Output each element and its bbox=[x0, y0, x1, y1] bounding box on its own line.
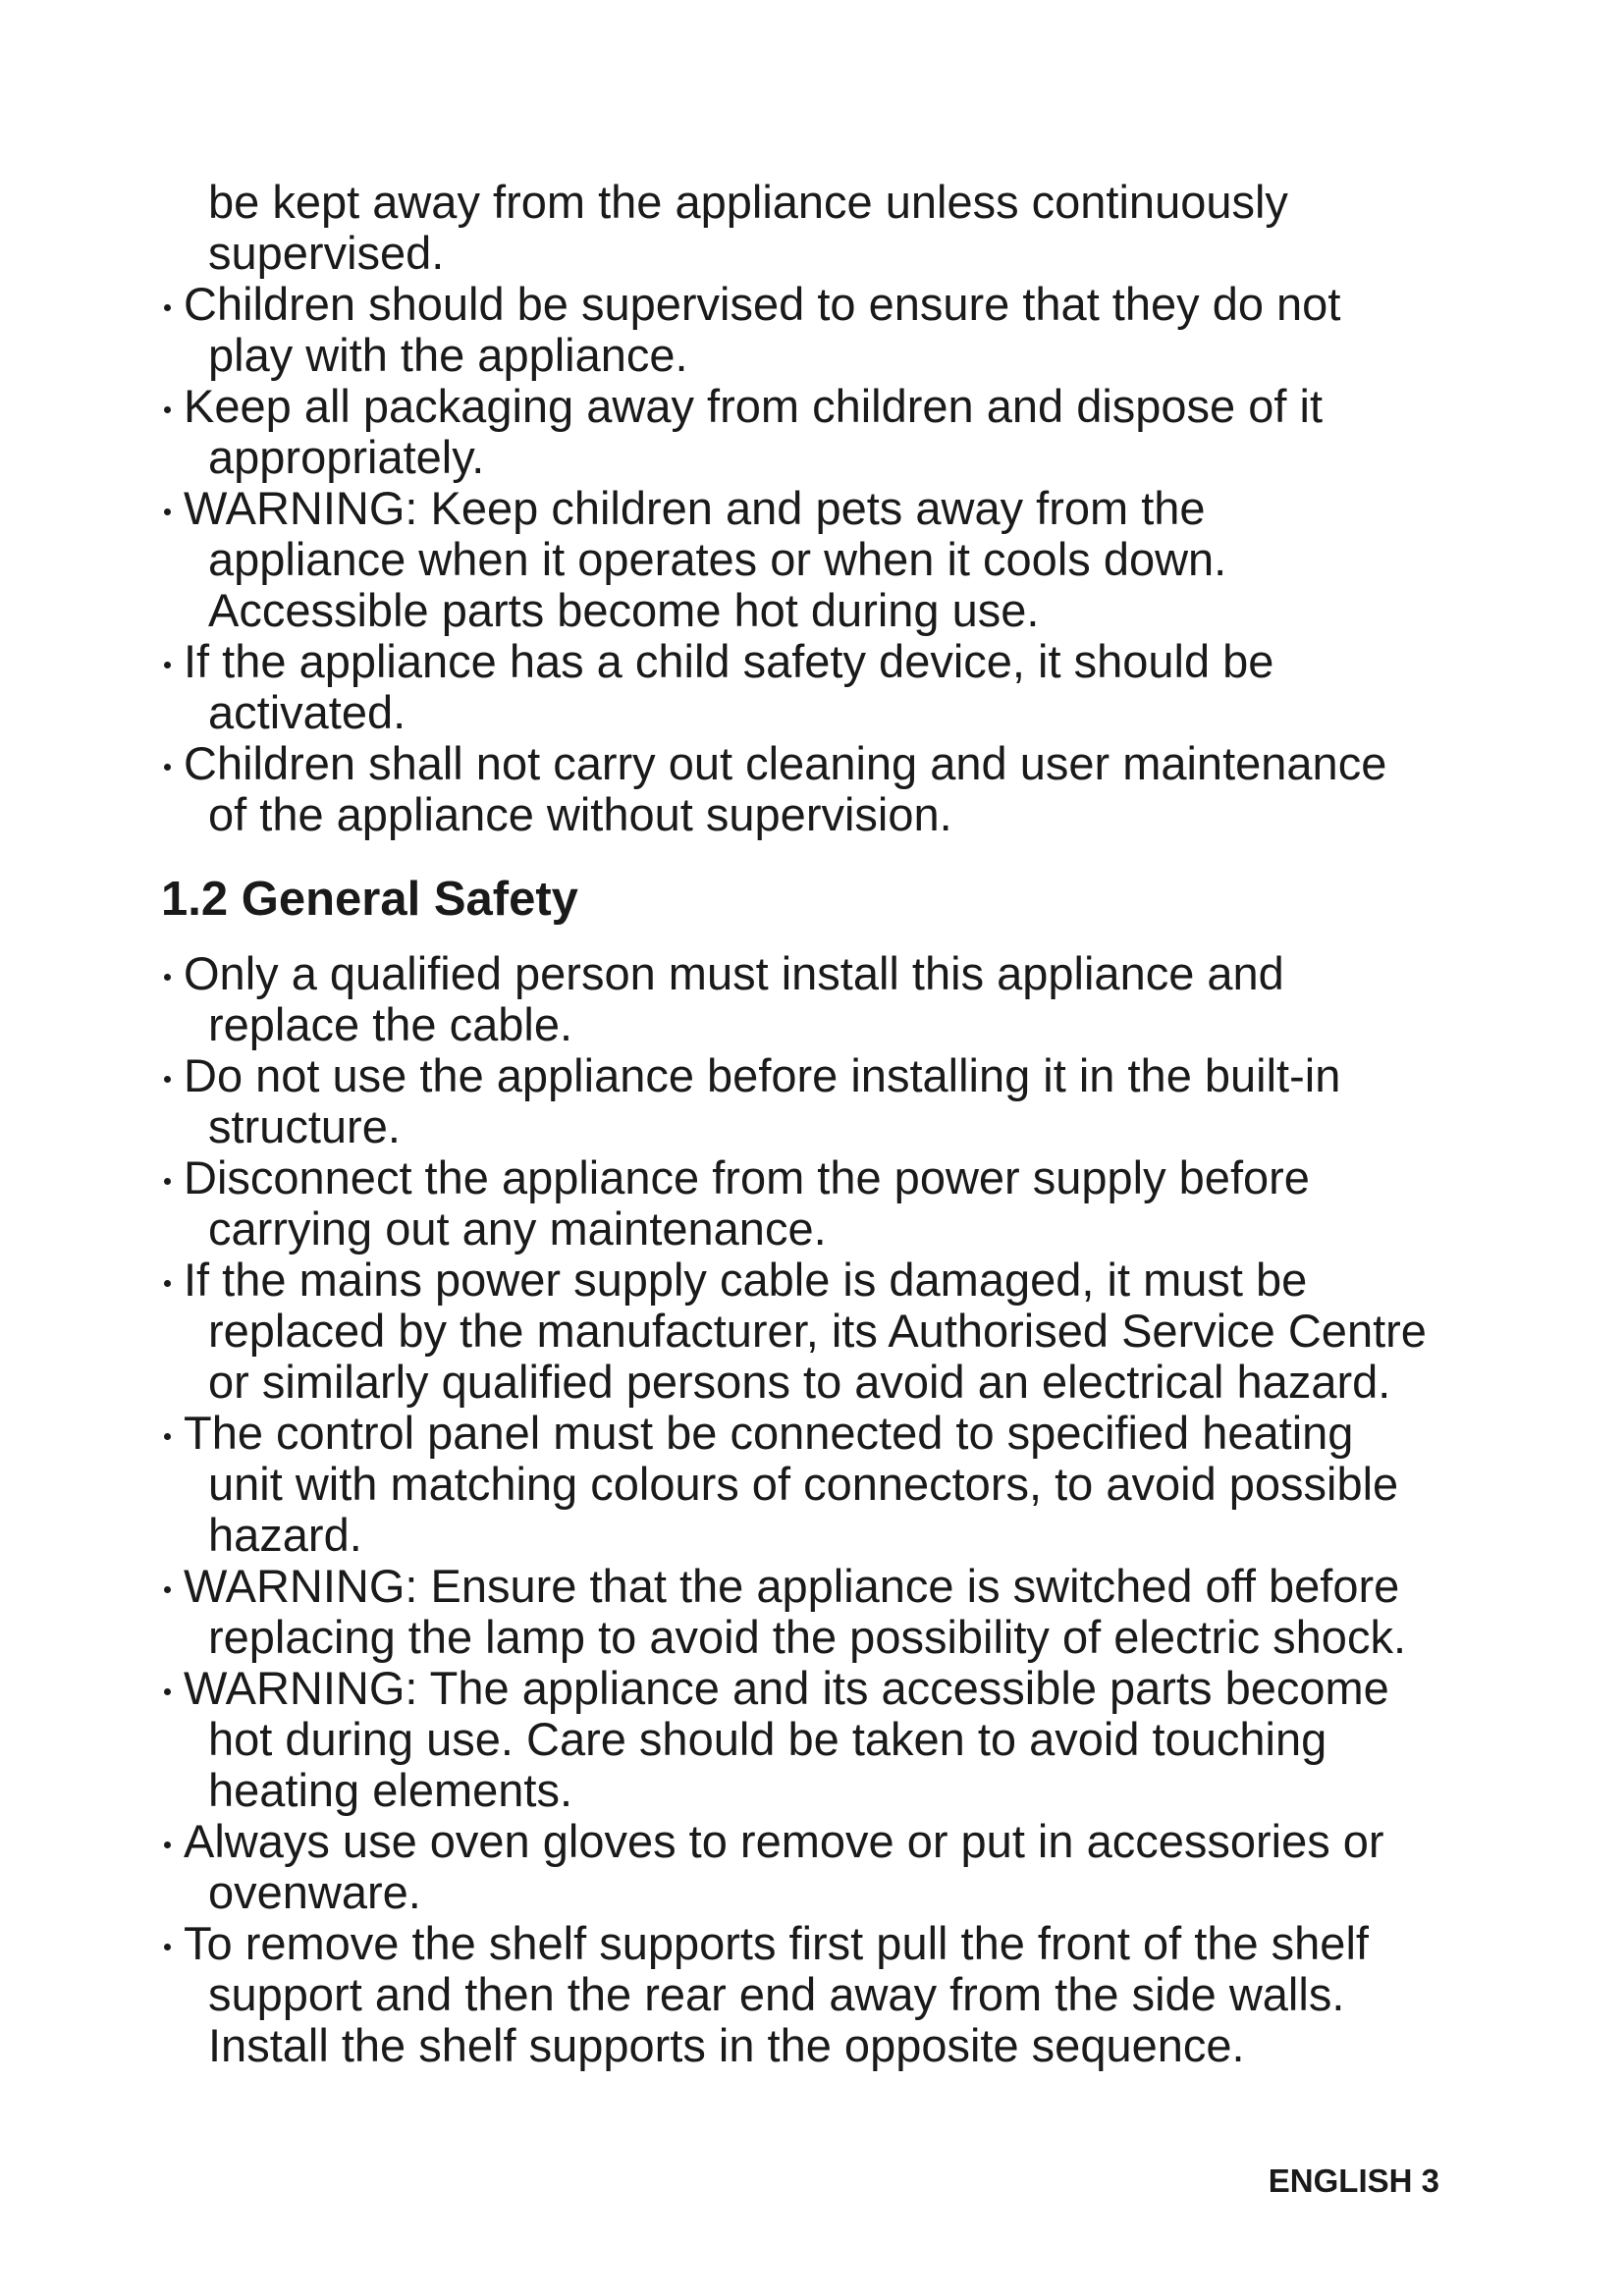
list-item-line: WARNING: The appliance and its accessible parts become bbox=[184, 1662, 1389, 1714]
list-item-line: play with the appliance. bbox=[208, 329, 688, 381]
list-item-line: replaced by the manufacturer, its Authorised Service Centre bbox=[208, 1305, 1427, 1357]
intro-line: supervised. bbox=[208, 227, 445, 279]
list-item bbox=[157, 1255, 1492, 1408]
list-item bbox=[157, 738, 1492, 840]
bullet-icon bbox=[164, 1076, 171, 1083]
bullet-icon bbox=[164, 974, 171, 981]
bullet-icon bbox=[164, 1688, 171, 1695]
section-1-1-list bbox=[157, 279, 1492, 840]
list-item-line: unit with matching colours of connectors, to avoid possible bbox=[208, 1458, 1399, 1510]
list-item bbox=[157, 1561, 1492, 1663]
list-item bbox=[157, 1663, 1492, 1816]
list-item-line: If the mains power supply cable is damaged, it must be bbox=[184, 1254, 1308, 1306]
bullet-icon bbox=[164, 1178, 171, 1185]
list-item bbox=[157, 279, 1492, 381]
list-item bbox=[157, 1408, 1492, 1561]
bullet-icon bbox=[164, 1280, 171, 1287]
list-item-line: WARNING: Ensure that the appliance is switched off before bbox=[184, 1560, 1400, 1612]
bullet-icon bbox=[164, 304, 171, 311]
list-item-line: hazard. bbox=[208, 1509, 362, 1561]
list-item bbox=[157, 1918, 1492, 2071]
list-item-line: Keep all packaging away from children and dispose of it bbox=[184, 380, 1324, 432]
list-item-line: Disconnect the appliance from the power supply before bbox=[184, 1151, 1310, 1203]
list-item-line: structure. bbox=[208, 1100, 401, 1152]
bullet-icon bbox=[164, 508, 171, 515]
bullet-icon bbox=[164, 1586, 171, 1593]
list-item-line: Children shall not carry out cleaning and user maintenance bbox=[184, 737, 1387, 789]
list-item bbox=[157, 483, 1492, 636]
list-item-line: Children should be supervised to ensure that they do not bbox=[184, 278, 1341, 330]
intro-line: be kept away from the appliance unless continuously bbox=[208, 176, 1288, 228]
list-item-line: ovenware. bbox=[208, 1866, 421, 1918]
list-item-line: Always use oven gloves to remove or put in accessories or bbox=[184, 1815, 1384, 1867]
list-item-line: appliance when it operates or when it cools down. bbox=[208, 533, 1227, 585]
list-item bbox=[157, 948, 1492, 1050]
list-item-line: heating elements. bbox=[208, 1764, 573, 1816]
bullet-icon bbox=[164, 406, 171, 413]
list-item-line: appropriately. bbox=[208, 431, 485, 483]
list-item-line: support and then the rear end away from the side walls. bbox=[208, 1968, 1345, 2020]
list-item-line: activated. bbox=[208, 686, 406, 738]
bullet-icon bbox=[164, 662, 171, 668]
list-item-line: Accessible parts become hot during use. bbox=[208, 584, 1040, 636]
list-item-line: The control panel must be connected to specified heating bbox=[184, 1407, 1354, 1459]
bullet-icon bbox=[164, 1842, 171, 1848]
list-item-line: Do not use the appliance before installing it in the built-in bbox=[184, 1049, 1341, 1101]
list-item-line: WARNING: Keep children and pets away from the bbox=[184, 482, 1206, 534]
list-item-line: If the appliance has a child safety device, it should be bbox=[184, 635, 1274, 687]
list-item-line: of the appliance without supervision. bbox=[208, 788, 952, 840]
list-item-line: replace the cable. bbox=[208, 998, 573, 1050]
list-item-line: carrying out any maintenance. bbox=[208, 1202, 827, 1255]
list-item-line: replacing the lamp to avoid the possibility of electric shock. bbox=[208, 1611, 1407, 1663]
intro-text bbox=[157, 177, 1492, 279]
page-footer: ENGLISH 3 bbox=[1268, 2163, 1439, 2199]
list-item bbox=[157, 1050, 1492, 1152]
section-heading: 1.2 General Safety bbox=[161, 873, 578, 926]
section-1-2-list bbox=[157, 948, 1492, 2071]
list-item bbox=[157, 381, 1492, 483]
list-item bbox=[157, 636, 1492, 738]
list-item-line: hot during use. Care should be taken to avoid touching bbox=[208, 1713, 1327, 1765]
bullet-icon bbox=[164, 764, 171, 771]
list-item bbox=[157, 1152, 1492, 1255]
list-item bbox=[157, 1816, 1492, 1918]
list-item-line: Install the shelf supports in the opposite sequence. bbox=[208, 2019, 1245, 2071]
list-item-line: Only a qualified person must install this appliance and bbox=[184, 947, 1284, 999]
bullet-icon bbox=[164, 1433, 171, 1440]
list-item-line: or similarly qualified persons to avoid an electrical hazard. bbox=[208, 1356, 1391, 1408]
list-item-line: To remove the shelf supports first pull the front of the shelf bbox=[184, 1917, 1369, 1969]
bullet-icon bbox=[164, 1944, 171, 1950]
